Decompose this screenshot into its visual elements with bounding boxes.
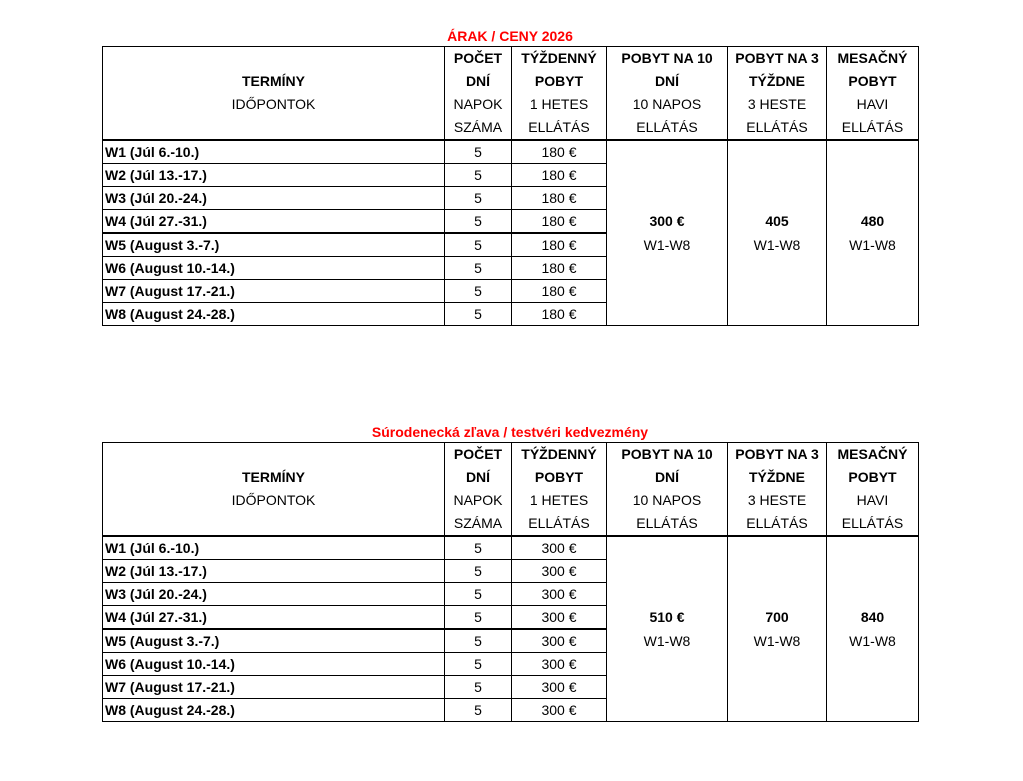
header-three-weeks: POBYT NA 3 TÝŽDNE 3 HESTE ELLÁTÁS (728, 47, 827, 141)
month-price: 480 (860, 213, 885, 229)
days-cell: 5 (445, 629, 512, 653)
three-week-price: 405 (765, 213, 789, 229)
days-cell: 5 (445, 187, 512, 210)
month-range: W1-W8 (849, 237, 896, 253)
three-week-range: W1-W8 (753, 237, 801, 253)
term-cell: W4 (Júl 27.-31.) (103, 210, 445, 234)
term-cell: W6 (August 10.-14.) (103, 257, 445, 280)
days-cell: 5 (445, 280, 512, 303)
days-cell: 5 (445, 699, 512, 722)
header-month: MESAČNÝ POBYT HAVI ELLÁTÁS (827, 443, 919, 537)
header-ten-days: POBYT NA 10 DNÍ 10 NAPOS ELLÁTÁS (607, 47, 728, 141)
days-cell: 5 (445, 164, 512, 187)
ten-day-range: W1-W8 (643, 633, 691, 649)
month-range: W1-W8 (849, 633, 896, 649)
weekly-price-cell: 180 € (512, 210, 607, 234)
term-cell: W5 (August 3.-7.) (103, 233, 445, 257)
table-row (103, 536, 919, 560)
header-weekly: TÝŽDENNÝ POBYT 1 HETES ELLÁTÁS (512, 443, 607, 537)
weekly-price-cell: 180 € (512, 140, 607, 164)
ten-day-range: W1-W8 (643, 237, 691, 253)
days-cell: 5 (445, 536, 512, 560)
days-cell: 5 (445, 210, 512, 234)
term-cell: W5 (August 3.-7.) (103, 629, 445, 653)
weekly-price-cell: 300 € (512, 536, 607, 560)
ten-day-price-cell (607, 536, 728, 722)
term-cell: W2 (Júl 13.-17.) (103, 560, 445, 583)
three-week-range: W1-W8 (753, 633, 801, 649)
weekly-price-cell: 180 € (512, 187, 607, 210)
term-cell: W4 (Júl 27.-31.) (103, 606, 445, 630)
price-table (102, 46, 919, 326)
weekly-price-cell: 180 € (512, 303, 607, 326)
weekly-price-cell: 300 € (512, 606, 607, 630)
weekly-price-cell: 300 € (512, 560, 607, 583)
days-cell: 5 (445, 233, 512, 257)
term-cell: W1 (Júl 6.-10.) (103, 140, 445, 164)
header-row (103, 47, 919, 141)
weekly-price-cell: 300 € (512, 699, 607, 722)
term-cell: W3 (Júl 20.-24.) (103, 187, 445, 210)
three-week-price: 700 (765, 609, 789, 625)
term-cell: W6 (August 10.-14.) (103, 653, 445, 676)
header-month: MESAČNÝ POBYT HAVI ELLÁTÁS (827, 47, 919, 141)
days-cell: 5 (445, 583, 512, 606)
three-week-price-cell (728, 536, 827, 722)
weekly-price-cell: 180 € (512, 257, 607, 280)
table-title: Súrodenecká zľava / testvéri kedvezmény (371, 424, 649, 440)
weekly-price-cell: 300 € (512, 583, 607, 606)
days-cell: 5 (445, 676, 512, 699)
term-cell: W8 (August 24.-28.) (103, 303, 445, 326)
sibling-discount-table (102, 442, 919, 722)
days-cell: 5 (445, 653, 512, 676)
days-cell: 5 (445, 257, 512, 280)
header-weekly: TÝŽDENNÝ POBYT 1 HETES ELLÁTÁS (512, 47, 607, 141)
header-three-weeks: POBYT NA 3 TÝŽDNE 3 HESTE ELLÁTÁS (728, 443, 827, 537)
term-cell: W3 (Júl 20.-24.) (103, 583, 445, 606)
header-row (103, 443, 919, 537)
days-cell: 5 (445, 140, 512, 164)
three-week-price-cell (728, 140, 827, 326)
price-table-block (102, 26, 918, 326)
header-term: TERMÍNY IDŐPONTOK (103, 443, 445, 537)
month-price-cell (827, 140, 919, 326)
days-cell: 5 (445, 303, 512, 326)
days-cell: 5 (445, 606, 512, 630)
ten-day-price: 300 € (649, 213, 685, 229)
table-title: ÁRAK / CENY 2026 (447, 28, 573, 44)
term-cell: W7 (August 17.-21.) (103, 676, 445, 699)
term-cell: W2 (Júl 13.-17.) (103, 164, 445, 187)
header-term: TERMÍNY IDŐPONTOK (103, 47, 445, 141)
sibling-discount-table-block (102, 422, 918, 722)
weekly-price-cell: 300 € (512, 653, 607, 676)
weekly-price-cell: 180 € (512, 280, 607, 303)
weekly-price-cell: 300 € (512, 629, 607, 653)
weekly-price-cell: 180 € (512, 233, 607, 257)
days-cell: 5 (445, 560, 512, 583)
term-cell: W7 (August 17.-21.) (103, 280, 445, 303)
header-days: POČET DNÍ NAPOK SZÁMA (445, 47, 512, 141)
month-price-cell (827, 536, 919, 722)
table-row (103, 140, 919, 164)
month-price: 840 (860, 609, 885, 625)
term-cell: W1 (Júl 6.-10.) (103, 536, 445, 560)
weekly-price-cell: 180 € (512, 164, 607, 187)
header-days: POČET DNÍ NAPOK SZÁMA (445, 443, 512, 537)
ten-day-price: 510 € (649, 609, 685, 625)
header-ten-days: POBYT NA 10 DNÍ 10 NAPOS ELLÁTÁS (607, 443, 728, 537)
ten-day-price-cell (607, 140, 728, 326)
term-cell: W8 (August 24.-28.) (103, 699, 445, 722)
weekly-price-cell: 300 € (512, 676, 607, 699)
